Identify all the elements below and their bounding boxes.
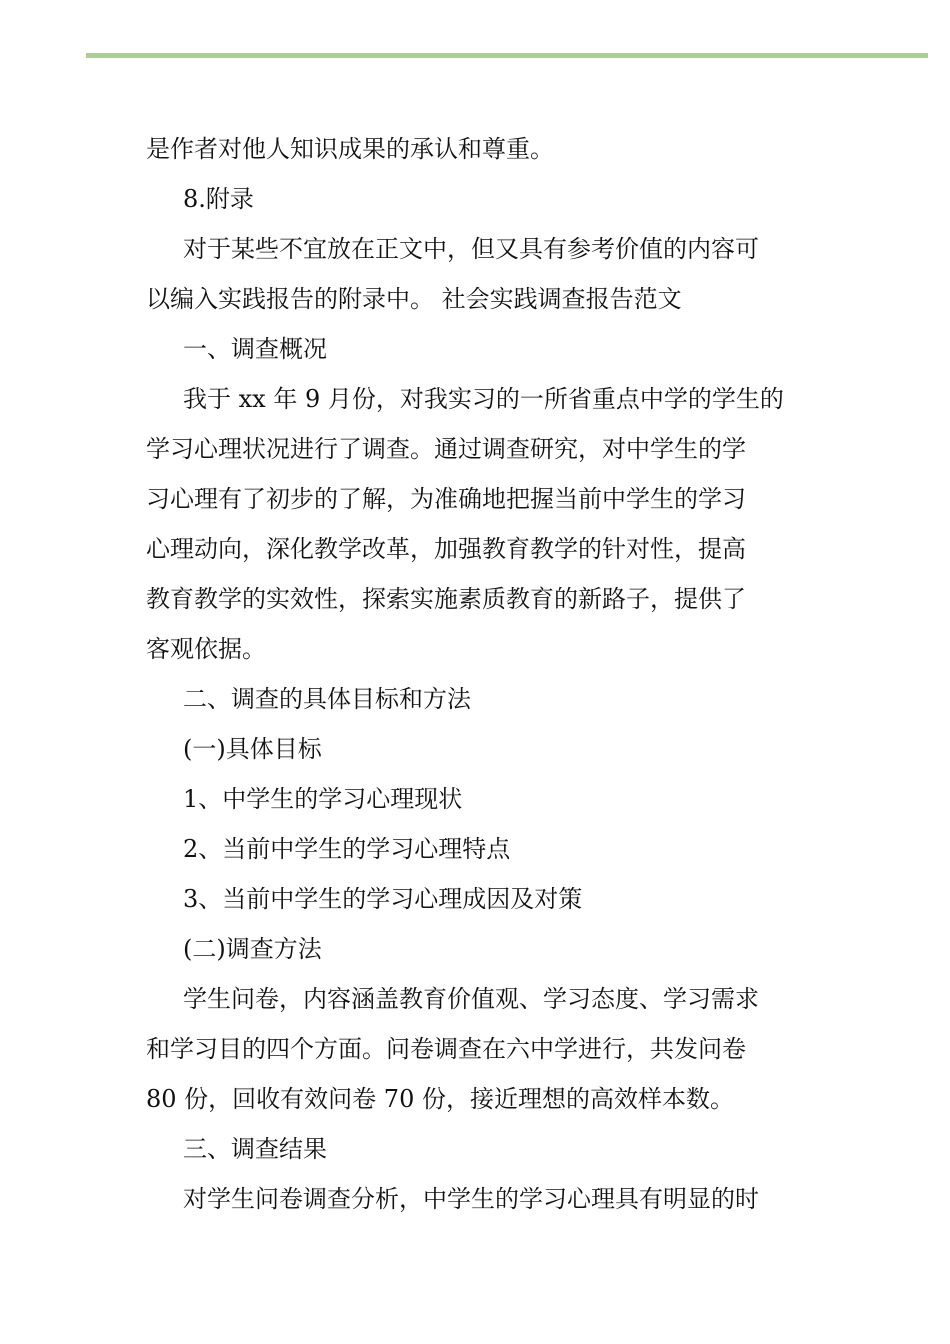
text-line: 学生问卷，内容涵盖教育价值观、学习态度、学习需求 [183,985,759,1013]
text-line: 80 份，回收有效问卷 70 份，接近理想的高效样本数。 [146,1085,734,1113]
document-body [146,124,811,1224]
section-heading-overview: 一、调查概况 [183,335,327,363]
subsection-heading-methods: (二)调查方法 [183,935,322,963]
section-heading-appendix: 8.附录 [183,185,254,213]
header-divider [86,53,928,58]
text-line: 习心理有了初步的了解，为准确地把握当前中学生的学习 [146,485,746,513]
list-item: 3、当前中学生的学习心理成因及对策 [183,885,583,913]
list-item: 2、当前中学生的学习心理特点 [183,835,511,863]
subsection-heading-goals: (一)具体目标 [183,735,322,763]
list-item: 1、中学生的学习心理现状 [183,785,463,813]
text-line: 是作者对他人知识成果的承认和尊重。 [146,135,554,163]
text-line: 和学习目的四个方面。问卷调查在六中学进行，共发问卷 [146,1035,746,1063]
text-line: 教育教学的实效性，探索实施素质教育的新路子，提供了 [146,585,746,613]
section-heading-results: 三、调查结果 [183,1135,327,1163]
text-line: 客观依据。 [146,635,266,663]
section-heading-goals-methods: 二、调查的具体目标和方法 [183,685,471,713]
text-line: 对于某些不宜放在正文中，但又具有参考价值的内容可 [183,235,759,263]
text-line: 心理动向，深化教学改革，加强教育教学的针对性，提高 [146,535,746,563]
text-line: 我于 xx 年 9 月份，对我实习的一所省重点中学的学生的 [183,385,784,413]
text-line: 学习心理状况进行了调查。通过调查研究，对中学生的学 [146,435,746,463]
text-line: 对学生问卷调查分析，中学生的学习心理具有明显的时 [183,1185,759,1213]
text-line: 以编入实践报告的附录中。 社会实践调查报告范文 [146,285,682,313]
